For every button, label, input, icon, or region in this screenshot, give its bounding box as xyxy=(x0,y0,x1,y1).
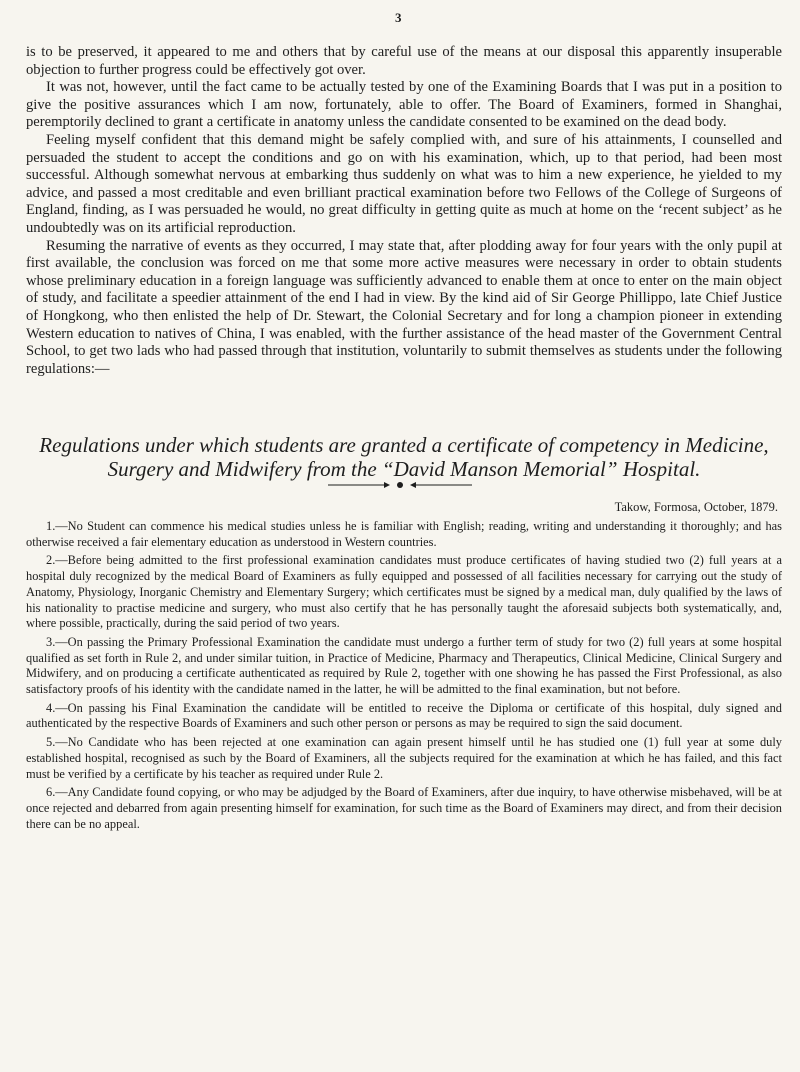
rule-4: 4.—On passing his Final Examination the candidate will be entitled to receive the Diploma or certificate of this hospital, duly signed and authenticated by the respective Boards of Examiners and such other person or persons as may be required to sign the said document. xyxy=(26,700,782,731)
regulations-heading: Regulations under which students are granted a certificate of competency in Medicine, Surgery and Midwifery from the “David Manson Memorial” Hospital. xyxy=(39,433,769,481)
rule-3: 3.—On passing the Primary Professional Examination the candidate must undergo a further term of study for two (2) full years at some hospital qualified as set forth in Rule 2, and under similar tuition, in Practice of Medicine, Pharmacy and Therapeutics, Clinical Medicine, Clinical Surgery and Midwifery, and on producing a certificate authenticated as required by Rule 2, together with one showing he has passed the First Professional, as also satisfactory proofs of his identity with the candidate named in the latter, he will be admitted to the final examination, but not before. xyxy=(26,634,782,697)
ornament-divider xyxy=(328,480,472,490)
body-text xyxy=(26,44,782,378)
paragraph-4: Resuming the narrative of events as they occurred, I may state that, after plodding away for four years with the only pupil at first available, the conclusion was forced on me that some more active measures were necessary in order to obtain students whose preliminary education in a foreign language was sufficiently advanced to enable them at once to enter on the main object of study, and facilitate a speedier attainment of the end I had in view. By the kind aid of Sir George Phillippo, late Chief Justice of Hongkong, who then enlisted the help of Dr. Stewart, the Colonial Secretary and for long a champion pioneer in extending Western education to natives of China, I was enabled, with the further assistance of the head master of the Government Central School, to get two lads who had passed through that institution, voluntarily to submit themselves as students under the following regulations:— xyxy=(26,237,782,377)
rule-1: 1.—No Student can commence his medical studies unless he is familiar with English; reading, writing and understanding it thoroughly; and has otherwise received a fair elementary education as understood in Western countries. xyxy=(26,519,782,549)
paragraph-2: It was not, however, until the fact came to be actually tested by one of the Examining Boards that I was put in a position to give the positive assurances which I am now, fortunately, able to offer. The Board of Examiners, formed in Shanghai, peremptorily declined to grant a certificate in anatomy unless the candidate consented to be examined on the dead body. xyxy=(26,79,782,131)
dateline: Takow, Formosa, October, 1879. xyxy=(614,500,778,514)
page-number: 3 xyxy=(395,10,402,25)
paragraph-1: is to be preserved, it appeared to me and others that by careful use of the means at our disposal this apparently insuperable objection to further progress could be effectively got over. xyxy=(26,44,782,78)
rule-5: 5.—No Candidate who has been rejected at one examination can again present himself until he has studied one (1) full year at some duly established hospital, recognised as such by the Board of Examiners, all the subjects required for the examination at which he has failed, and this fact must be verified by a certificate by his teacher as required under Rule 2. xyxy=(26,735,782,781)
rules-list xyxy=(26,519,782,835)
paragraph-3: Feeling myself confident that this demand might be safely complied with, and sure of his attainments, I counselled and persuaded the student to accept the conditions and go on with his examination, which, up to that period, had been most successful. Although somewhat nervous at embarking thus suddenly on what was to him a new experience, he yielded to my advice, and passed a most creditable and even brilliant practical examination before two Fellows of the College of Surgeons of England, finding, as I was persuaded he would, no great difficulty in getting quite as much at home on the ‘recent subject’ as he undoubtedly was on its artificial reproduction. xyxy=(26,131,782,236)
rule-6: 6.—Any Candidate found copying, or who may be adjudged by the Board of Examiners, after due inquiry, to have otherwise misbehaved, will be at once rejected and debarred from again presenting himself for examination, for such time as the Board of Examiners may direct, and from their decision there can be no appeal. xyxy=(26,785,782,831)
rule-2: 2.—Before being admitted to the first professional examination candidates must produce certificates of having studied two (2) full years at a hospital duly recognized by the medical Board of Examiners as fully equipped and possessed of all facilities necessary for carrying out the study of Anatomy, Physiology, Inorganic Chemistry and Elementary Surgery; which certificates must be signed by a medical man, duly qualified by the laws of his nationality to practise medicine and surgery, who must also certify that he has personally taught the aforesaid subjects both systematically, and, where possible, practically, during the said period of two years. xyxy=(26,553,782,631)
